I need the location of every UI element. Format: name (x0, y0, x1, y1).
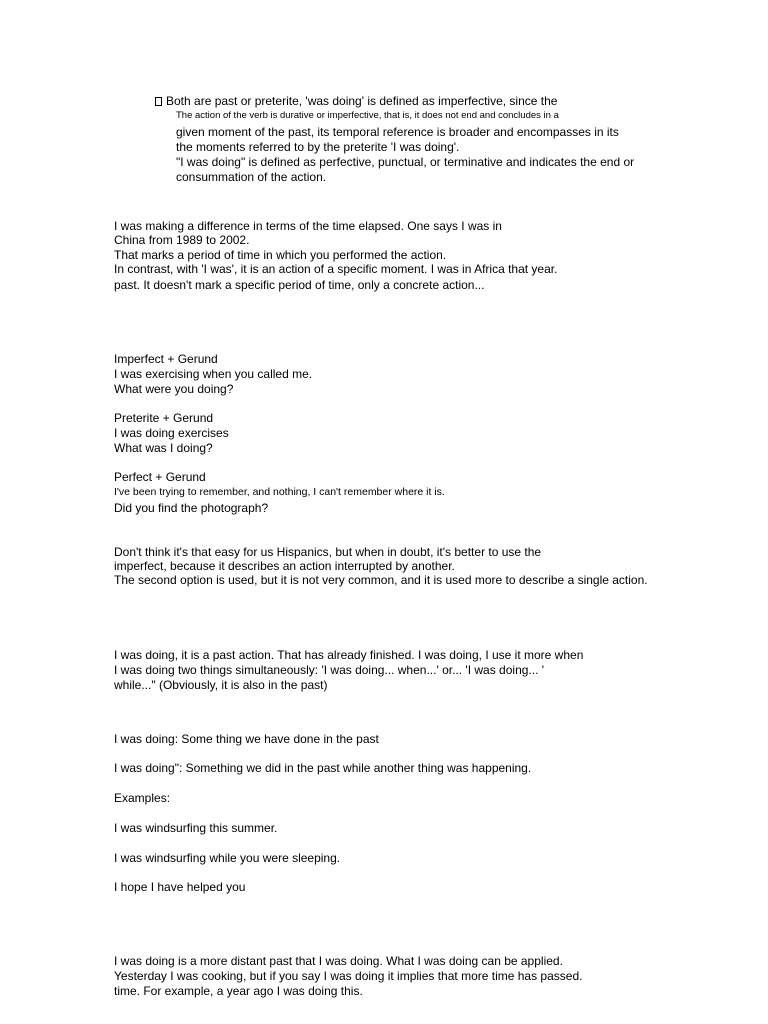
text-line: I was making a difference in terms of the time elapsed. One says I was in (114, 219, 502, 233)
text-line: I was doing": Something we did in the past while another thing was happening. (114, 761, 532, 775)
bullet-line (155, 94, 557, 108)
small-text-line: The action of the verb is durative or imperfective, that is, it does not end and concludes in a (176, 110, 559, 121)
text-line: The second option is used, but it is not very common, and it is used more to describe a single action. (114, 573, 648, 587)
examples-label: Examples: (114, 791, 171, 805)
section-heading: Imperfect + Gerund (114, 352, 218, 366)
closing-line: I hope I have helped you (114, 880, 246, 894)
text-line: the moments referred to by the preterite 'I was doing'. (176, 140, 460, 154)
text-line: That marks a period of time in which you performed the action. (114, 248, 447, 262)
text-line: What was I doing? (114, 441, 213, 455)
text-line: while..." (Obviously, it is also in the past) (114, 678, 328, 692)
text-line: "I was doing" is defined as perfective, punctual, or terminative and indicates the end or (176, 155, 635, 169)
section-heading: Preterite + Gerund (114, 411, 214, 425)
text-line: time. For example, a year ago I was doing this. (114, 984, 363, 998)
bullet-glyph-icon (155, 97, 162, 106)
text-line: given moment of the past, its temporal reference is broader and encompasses in its (176, 125, 619, 139)
text-line: China from 1989 to 2002. (114, 233, 250, 247)
bullet-text: Both are past or preterite, 'was doing' is defined as imperfective, since the (166, 94, 558, 108)
text-line: imperfect, because it describes an action interrupted by another. (114, 559, 455, 573)
text-line: I was doing two things simultaneously: 'I was doing... when...' or... 'I was doing... ' (114, 663, 545, 677)
text-line: consummation of the action. (176, 170, 327, 184)
text-line: What were you doing? (114, 382, 234, 396)
text-line: I was doing, it is a past action. That has already finished. I was doing, I use it more when (114, 648, 584, 662)
example-line: I was windsurfing this summer. (114, 821, 278, 835)
text-line: I was exercising when you called me. (114, 367, 313, 381)
text-line: Did you find the photograph? (114, 501, 269, 515)
text-line: I was doing exercises (114, 426, 229, 440)
text-line: Yesterday I was cooking, but if you say I was doing it implies that more time has passed. (114, 969, 583, 983)
example-line: I was windsurfing while you were sleeping. (114, 851, 341, 865)
section-heading: Perfect + Gerund (114, 470, 206, 484)
text-line: Don't think it's that easy for us Hispanics, but when in doubt, it's better to use the (114, 545, 542, 559)
text-line: In contrast, with 'I was', it is an action of a specific moment. I was in Africa that year. (114, 262, 558, 276)
text-line: I was doing: Some thing we have done in the past (114, 732, 379, 746)
small-text-line: I've been trying to remember, and nothing, I can't remember where it is. (114, 486, 445, 498)
text-line: I was doing is a more distant past that I was doing. What I was doing can be applied. (114, 954, 563, 968)
text-line: past. It doesn't mark a specific period of time, only a concrete action... (114, 278, 485, 292)
